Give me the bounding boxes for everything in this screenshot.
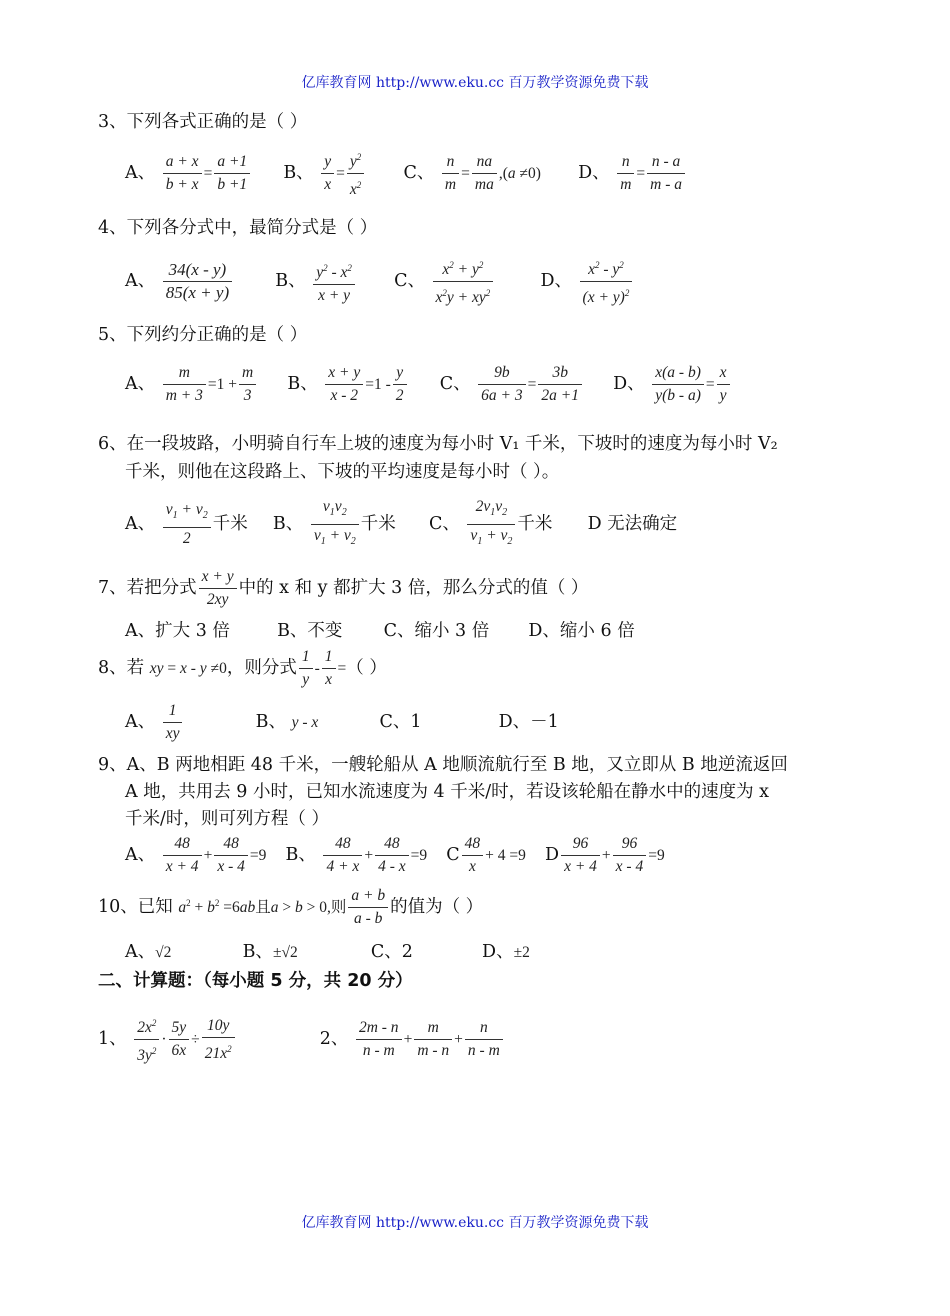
q6-option-c-label: C、 bbox=[428, 514, 460, 535]
q6-b-unit: 千米 bbox=[360, 514, 396, 535]
section-2-title: 二、计算题：（每小题 5 分，共 20 分） bbox=[98, 971, 413, 991]
calc-2-label: 2、 bbox=[319, 1029, 349, 1050]
q4-options: A、 $\frac{34(x - y)}{85(x + y)}$ B、 $\frac{y^2 - x^2}{x + y}$ C、 $\frac{x^2 + y^2}{x^2y + xy^2}$ D、 $\frac{x^2 - y^2}{(x + y)^2}$ bbox=[125, 254, 634, 309]
q8-option-d: D、－1 bbox=[498, 712, 559, 732]
question-7-stem: 7、若把分式 $\frac{x + y}{2xy}$ 中的 x 和 y 都扩大 3 倍，那么分式的值（ ） bbox=[98, 568, 589, 608]
question-8-stem: 8、若 xy = x - y ≠0，则分式 $\frac{1}{y}$ - $\frac{1}{x}$ =（ ） bbox=[98, 648, 387, 688]
q5-option-a-label: A、 bbox=[125, 374, 156, 394]
q10-pre: 10、已知 bbox=[98, 897, 173, 917]
q8-option-c: C、1 bbox=[379, 712, 422, 732]
page-header: 亿库教育网 http://www.eku.cc 百万教学资源免费下载 bbox=[301, 75, 649, 91]
q9-option-b-label: B、 bbox=[285, 845, 316, 865]
calc-1-label: 1、 bbox=[98, 1029, 127, 1050]
q5-options: A、 $\frac{m}{m + 3}$ =1 + $\frac{m}{3}$ B、 $\frac{x + y}{x - 2}$ =1 - $\frac{y}{2}$ C、 $\frac{9b}{6a + 3}$ = $\frac{3b}{2a +1}$ D、 $\frac{x(a - b)}{y(b - a)}$ = $\frac{x}{y}$ bbox=[125, 362, 732, 407]
q7-option-d: D、缩小 6 倍 bbox=[528, 621, 635, 641]
q8-option-a-label: A、 bbox=[125, 712, 156, 732]
q10-post: 的值为（ ） bbox=[390, 897, 484, 917]
q7-option-a: A、扩大 3 倍 bbox=[125, 621, 230, 641]
q6-a-unit: 千米 bbox=[212, 514, 248, 535]
q5-option-b-label: B、 bbox=[287, 374, 318, 394]
q4-option-d-label: D、 bbox=[540, 271, 572, 292]
q5-option-c-label: C、 bbox=[439, 374, 471, 394]
q10-option-d-label: D、 bbox=[482, 942, 514, 962]
q5-option-d-label: D、 bbox=[613, 374, 645, 394]
calc-problems: 1、 $\frac{2x^2}{3y^2}$ · $\frac{5y}{6x}$ ÷ $\frac{10y}{21x^2}$ 2、 $\frac{2m - n}{n - m}$ + $\frac{m}{m - n}$ + $\frac{n}{n - m}$ bbox=[98, 1012, 505, 1067]
q3-options: A、 $\frac{a + x}{b + x}$ = $\frac{a +1}{b +1}$ B、 $\frac{y}{x}$ = $\frac{y^2}{x^2}$ C、 $\frac{n}{m}$ = $\frac{na}{ma}$ ,(a ≠0) D、 $\frac{n}{m}$ = $\frac{n - a}{m - a}$ bbox=[125, 146, 687, 201]
q7-options bbox=[125, 617, 635, 642]
q7-post: 中的 x 和 y 都扩大 3 倍，那么分式的值（ ） bbox=[238, 578, 589, 598]
q7-option-b: B、不变 bbox=[277, 621, 343, 641]
q6-option-a-label: A、 bbox=[125, 514, 156, 535]
q9-options: A、 $\frac{48}{x + 4}$ + $\frac{48}{x - 4}$ =9 B、 $\frac{48}{4 + x}$ + $\frac{48}{4 - x}$ =9 C $\frac{48}{x}$ + 4 =9 D $\frac{96}{x + 4}$ + $\frac{96}{x - 4}$ =9 bbox=[125, 835, 665, 875]
q4-option-a-label: A、 bbox=[125, 271, 156, 292]
q8-mid: ，则分式 bbox=[226, 658, 297, 678]
q7-option-c: C、缩小 3 倍 bbox=[383, 621, 490, 641]
q3-option-c-label: C、 bbox=[403, 163, 435, 184]
q10-option-c: C、2 bbox=[370, 942, 413, 962]
q8-post: （ ） bbox=[346, 658, 387, 678]
question-6-line2: 千米，则他在这段路上、下坡的平均速度是每小时（ ）。 bbox=[125, 462, 560, 482]
q6-options: A、 $\frac{v_1 + v_2}{2}$ 千米 B、 $\frac{v_1v_2}{v_1 + v_2}$ 千米 C、 $\frac{2v_1v_2}{v_1 + v_2}$ 千米 D 无法确定 bbox=[125, 498, 678, 548]
question-6-line1: 6、在一段坡路，小明骑自行车上坡的速度为每小时 V₁ 千米，下坡时的速度为每小时 V₂ bbox=[98, 434, 778, 454]
q4-option-b-label: B、 bbox=[275, 271, 306, 292]
q3-option-b-label: B、 bbox=[283, 163, 314, 184]
q6-option-b-label: B、 bbox=[272, 514, 304, 535]
q10-option-b-label: B、 bbox=[242, 942, 273, 962]
question-9-line1: 9、A、B 两地相距 48 千米，一艘轮船从 A 地顺流航行至 B 地，又立即从 B 地逆流返回 bbox=[98, 755, 788, 775]
q9-option-c-label: C bbox=[446, 845, 460, 865]
q7-pre: 7、若把分式 bbox=[98, 578, 197, 598]
q9-option-a-label: A、 bbox=[125, 845, 156, 865]
q9-option-d-label: D bbox=[545, 845, 560, 865]
question-5-stem: 5、下列约分正确的是（ ） bbox=[98, 325, 308, 345]
q6-option-d: D 无法确定 bbox=[587, 514, 678, 535]
question-10-stem: 10、已知 $a^2 + b^2 =6ab$且a > b > 0,则 $\frac{a + b}{a - b}$ 的值为（ ） bbox=[98, 887, 484, 927]
q8-pre: 8、若 bbox=[98, 658, 145, 678]
q4-option-c-label: C、 bbox=[394, 271, 425, 292]
q3-option-a-label: A、 bbox=[125, 163, 156, 184]
question-3-stem: 3、下列各式正确的是（ ） bbox=[98, 112, 308, 132]
question-9-line3: 千米/时，则可列方程（ ） bbox=[125, 809, 329, 829]
q10-option-a-label: A、 bbox=[125, 942, 156, 962]
q8-options: A、 $\frac{1}{xy}$ B、 y - x C、1 D、－1 bbox=[125, 702, 559, 742]
q6-c-unit: 千米 bbox=[517, 514, 553, 535]
q8-option-b-label: B、 bbox=[255, 712, 287, 732]
question-9-line2: A 地，共用去 9 小时，已知水流速度为 4 千米/时，若设该轮船在静水中的速度为 x bbox=[125, 782, 770, 802]
question-4-stem: 4、下列各分式中，最简分式是（ ） bbox=[98, 218, 378, 238]
q3-option-d-label: D、 bbox=[578, 163, 610, 184]
q10-options: A、√2 B、±√2 C、2 D、±2 bbox=[125, 942, 530, 962]
page-footer: 亿库教育网 http://www.eku.cc 百万教学资源免费下载 bbox=[301, 1215, 649, 1231]
